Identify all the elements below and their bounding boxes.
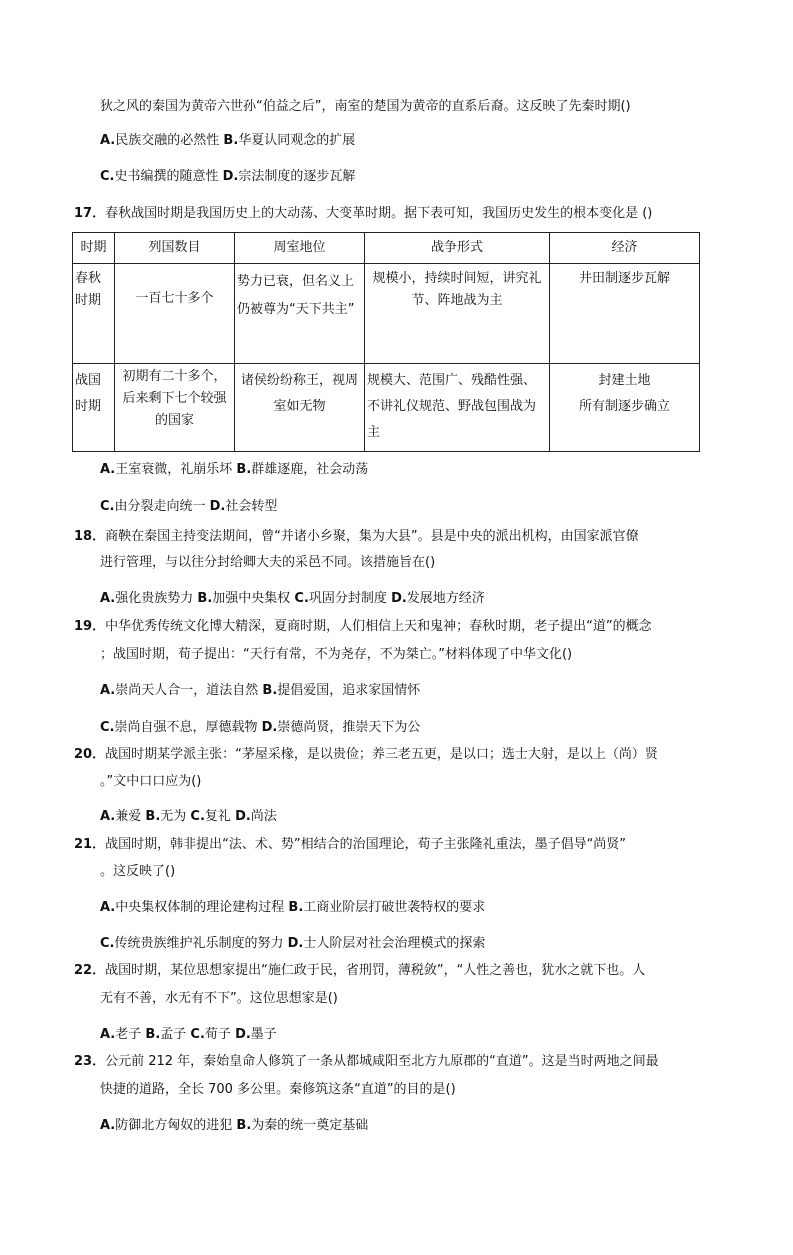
question-number: 20． [74, 747, 106, 762]
option-d: 士人阶层对社会治理模式的探索 [303, 936, 486, 951]
q20-stem-line-1 [74, 746, 658, 764]
q20-stem-line-2: 。”文中口口应为() [100, 774, 202, 789]
q18-options [100, 590, 485, 608]
table-row [73, 264, 700, 364]
option-c: 崇尚自强不息，厚德载物 [114, 720, 258, 735]
option-b: 加强中央集权 [212, 591, 291, 606]
q17-options-cd [100, 498, 277, 516]
header-zhou: 周室地位 [235, 233, 365, 264]
option-b: 为秦的统一奠定基础 [251, 1118, 369, 1133]
option-b: 无为 [160, 809, 187, 824]
option-b: 群雄逐鹿，社会动荡 [251, 462, 369, 477]
header-war: 战争形式 [365, 233, 550, 264]
option-label-c: C. [190, 1027, 205, 1042]
q22-stem-line-1 [74, 962, 645, 980]
q16-options-cd [100, 168, 355, 186]
question-number: 21． [74, 837, 106, 852]
option-label-d: D. [391, 591, 407, 606]
option-label-a: A. [100, 683, 116, 698]
option-a: 民族交融的必然性 [115, 133, 220, 148]
option-d: 墨子 [250, 1027, 277, 1042]
q19-options-ab [100, 682, 420, 700]
q18-stem-line-2: 进行管理，与以往分封给卿大夫的采邑不同。该措施旨在() [100, 555, 436, 570]
option-label-a: A. [100, 133, 116, 148]
option-label-a: A. [100, 1027, 116, 1042]
option-label-a: A. [100, 900, 116, 915]
question-text: 春秋战国时期是我国历史上的大动荡、大变革时期。据下表可知，我国历史发生的根本变化是 () [105, 206, 653, 221]
option-label-c: C. [294, 591, 309, 606]
option-label-d: D. [235, 809, 251, 824]
q20-options [100, 808, 277, 826]
option-label-c: C. [100, 499, 115, 514]
option-a: 中央集权体制的理论建构过程 [115, 900, 285, 915]
q16-options-ab [100, 132, 355, 150]
option-label-b: B. [236, 462, 252, 477]
question-number: 19． [74, 619, 106, 634]
option-label-b: B. [145, 809, 161, 824]
cell-economy: 井田制逐步瓦解 [550, 264, 700, 364]
table-header-row [73, 233, 700, 264]
option-c: 复礼 [204, 809, 231, 824]
option-label-b: B. [236, 1118, 252, 1133]
question-number: 18． [74, 529, 106, 544]
option-label-b: B. [288, 900, 304, 915]
option-label-a: A. [100, 809, 116, 824]
option-d: 宗法制度的逐步瓦解 [238, 169, 356, 184]
option-label-b: B. [223, 133, 239, 148]
question-text: 战国时期某学派主张：“茅屋采椽，是以贵俭；养三老五更，是以口；选士大射，是以上（尚）贤 [105, 747, 658, 762]
q17-options-ab [100, 461, 368, 479]
option-b: 工商业阶层打破世袭特权的要求 [303, 900, 486, 915]
option-a: 强化贵族势力 [115, 591, 194, 606]
option-label-b: B. [145, 1027, 161, 1042]
option-label-d: D. [235, 1027, 251, 1042]
option-c: 荀子 [204, 1027, 231, 1042]
option-a: 王室衰微，礼崩乐坏 [115, 462, 233, 477]
q19-options-cd [100, 719, 420, 737]
q18-stem-line-1 [74, 528, 639, 546]
cell-states: 初期有二十多个，后来剩下七个较强的国家 [115, 364, 235, 452]
question-text: 中华优秀传统文化博大精深，夏商时期，人们相信上天和鬼神；春秋时期，老子提出“道”的概念 [105, 619, 652, 634]
question-number: 17． [74, 206, 106, 221]
header-states: 列国数目 [115, 233, 235, 264]
option-label-d: D. [287, 936, 304, 951]
q23-options-ab [100, 1117, 368, 1135]
option-label-d: D. [209, 499, 226, 514]
question-text: 公元前 212 年，秦始皇命人修筑了一条从都城咸阳至北方九原郡的“直道”。这是当时两地之间最 [105, 1054, 659, 1069]
cell-period: 战国时期 [73, 364, 115, 452]
option-label-c: C. [100, 169, 115, 184]
option-b: 孟子 [160, 1027, 187, 1042]
option-a: 崇尚天人合一，道法自然 [115, 683, 259, 698]
q23-stem-line-2: 快捷的道路，全长 700 多公里。秦修筑这条“直道”的目的是() [100, 1082, 456, 1097]
option-label-d: D. [222, 169, 239, 184]
cell-zhou: 势力已衰，但名义上仍被尊为“天下共主” [235, 264, 365, 364]
option-label-a: A. [100, 462, 116, 477]
option-b: 提倡爱国，追求家国情怀 [277, 683, 421, 698]
q21-stem-line-1 [74, 836, 626, 854]
option-a: 老子 [115, 1027, 142, 1042]
q21-options-cd [100, 935, 485, 953]
header-period: 时期 [73, 233, 115, 264]
cell-war: 规模小，持续时间短，讲究礼节、阵地战为主 [365, 264, 550, 364]
option-c: 传统贵族维护礼乐制度的努力 [114, 936, 284, 951]
q22-options [100, 1026, 277, 1044]
option-a: 防御北方匈奴的进犯 [115, 1118, 233, 1133]
option-c: 史书编撰的随意性 [114, 169, 219, 184]
option-b: 华夏认同观念的扩展 [238, 133, 356, 148]
option-d: 崇德尚贤，推崇天下为公 [277, 720, 421, 735]
economy-line-1: 封建土地 [598, 373, 651, 388]
option-label-a: A. [100, 591, 116, 606]
cell-zhou: 诸侯纷纷称王，视周室如无物 [235, 364, 365, 452]
question-text: 商鞅在秦国主持变法期间，曾“并诸小乡聚，集为大县”。县是中央的派出机构，由国家派官僚 [105, 529, 639, 544]
header-economy: 经济 [550, 233, 700, 264]
question-text: 战国时期，韩非提出“法、术、势”相结合的治国理论，荀子主张隆礼重法，墨子倡导“尚贤” [105, 837, 627, 852]
option-label-a: A. [100, 1118, 116, 1133]
q22-stem-line-2: 无有不善，水无有不下”。这位思想家是() [100, 991, 338, 1006]
q16-stem-tail: 狄之风的秦国为黄帝六世孙“伯益之后”，南室的楚国为黄帝的直系后裔。这反映了先秦时期() [100, 99, 631, 114]
cell-war: 规模大、范围广、残酷性强、不讲礼仪规范、野战包围战为主 [365, 364, 550, 452]
q21-stem-line-2: 。这反映了() [100, 864, 176, 879]
option-c: 由分裂走向统一 [114, 499, 206, 514]
q21-options-ab [100, 899, 485, 917]
option-label-c: C. [100, 936, 115, 951]
question-number: 22． [74, 963, 106, 978]
question-number: 23． [74, 1054, 106, 1069]
question-text: 战国时期，某位思想家提出“施仁政于民，省刑罚，薄税敛”，“人性之善也，犹水之就下也。人 [105, 963, 646, 978]
q19-stem-line-2: ；战国时期，荀子提出：“天行有常，不为尧存，不为桀亡。”材料体现了中华文化() [100, 647, 573, 662]
table-row [73, 364, 700, 452]
option-label-b: B. [197, 591, 213, 606]
option-d: 发展地方经济 [406, 591, 485, 606]
option-c: 巩固分封制度 [308, 591, 387, 606]
q17-stem [74, 205, 652, 223]
option-label-d: D. [261, 720, 278, 735]
cell-period: 春秋时期 [73, 264, 115, 364]
cell-economy [550, 364, 700, 452]
comparison-table [72, 232, 700, 452]
option-label-b: B. [262, 683, 278, 698]
option-label-c: C. [100, 720, 115, 735]
option-label-c: C. [190, 809, 205, 824]
option-d: 尚法 [250, 809, 277, 824]
cell-states: 一百七十多个 [115, 264, 235, 364]
q23-stem-line-1 [74, 1053, 659, 1071]
economy-line-2: 所有制逐步确立 [578, 399, 670, 414]
q19-stem-line-1 [74, 618, 652, 636]
option-a: 兼爱 [115, 809, 142, 824]
option-d: 社会转型 [225, 499, 278, 514]
